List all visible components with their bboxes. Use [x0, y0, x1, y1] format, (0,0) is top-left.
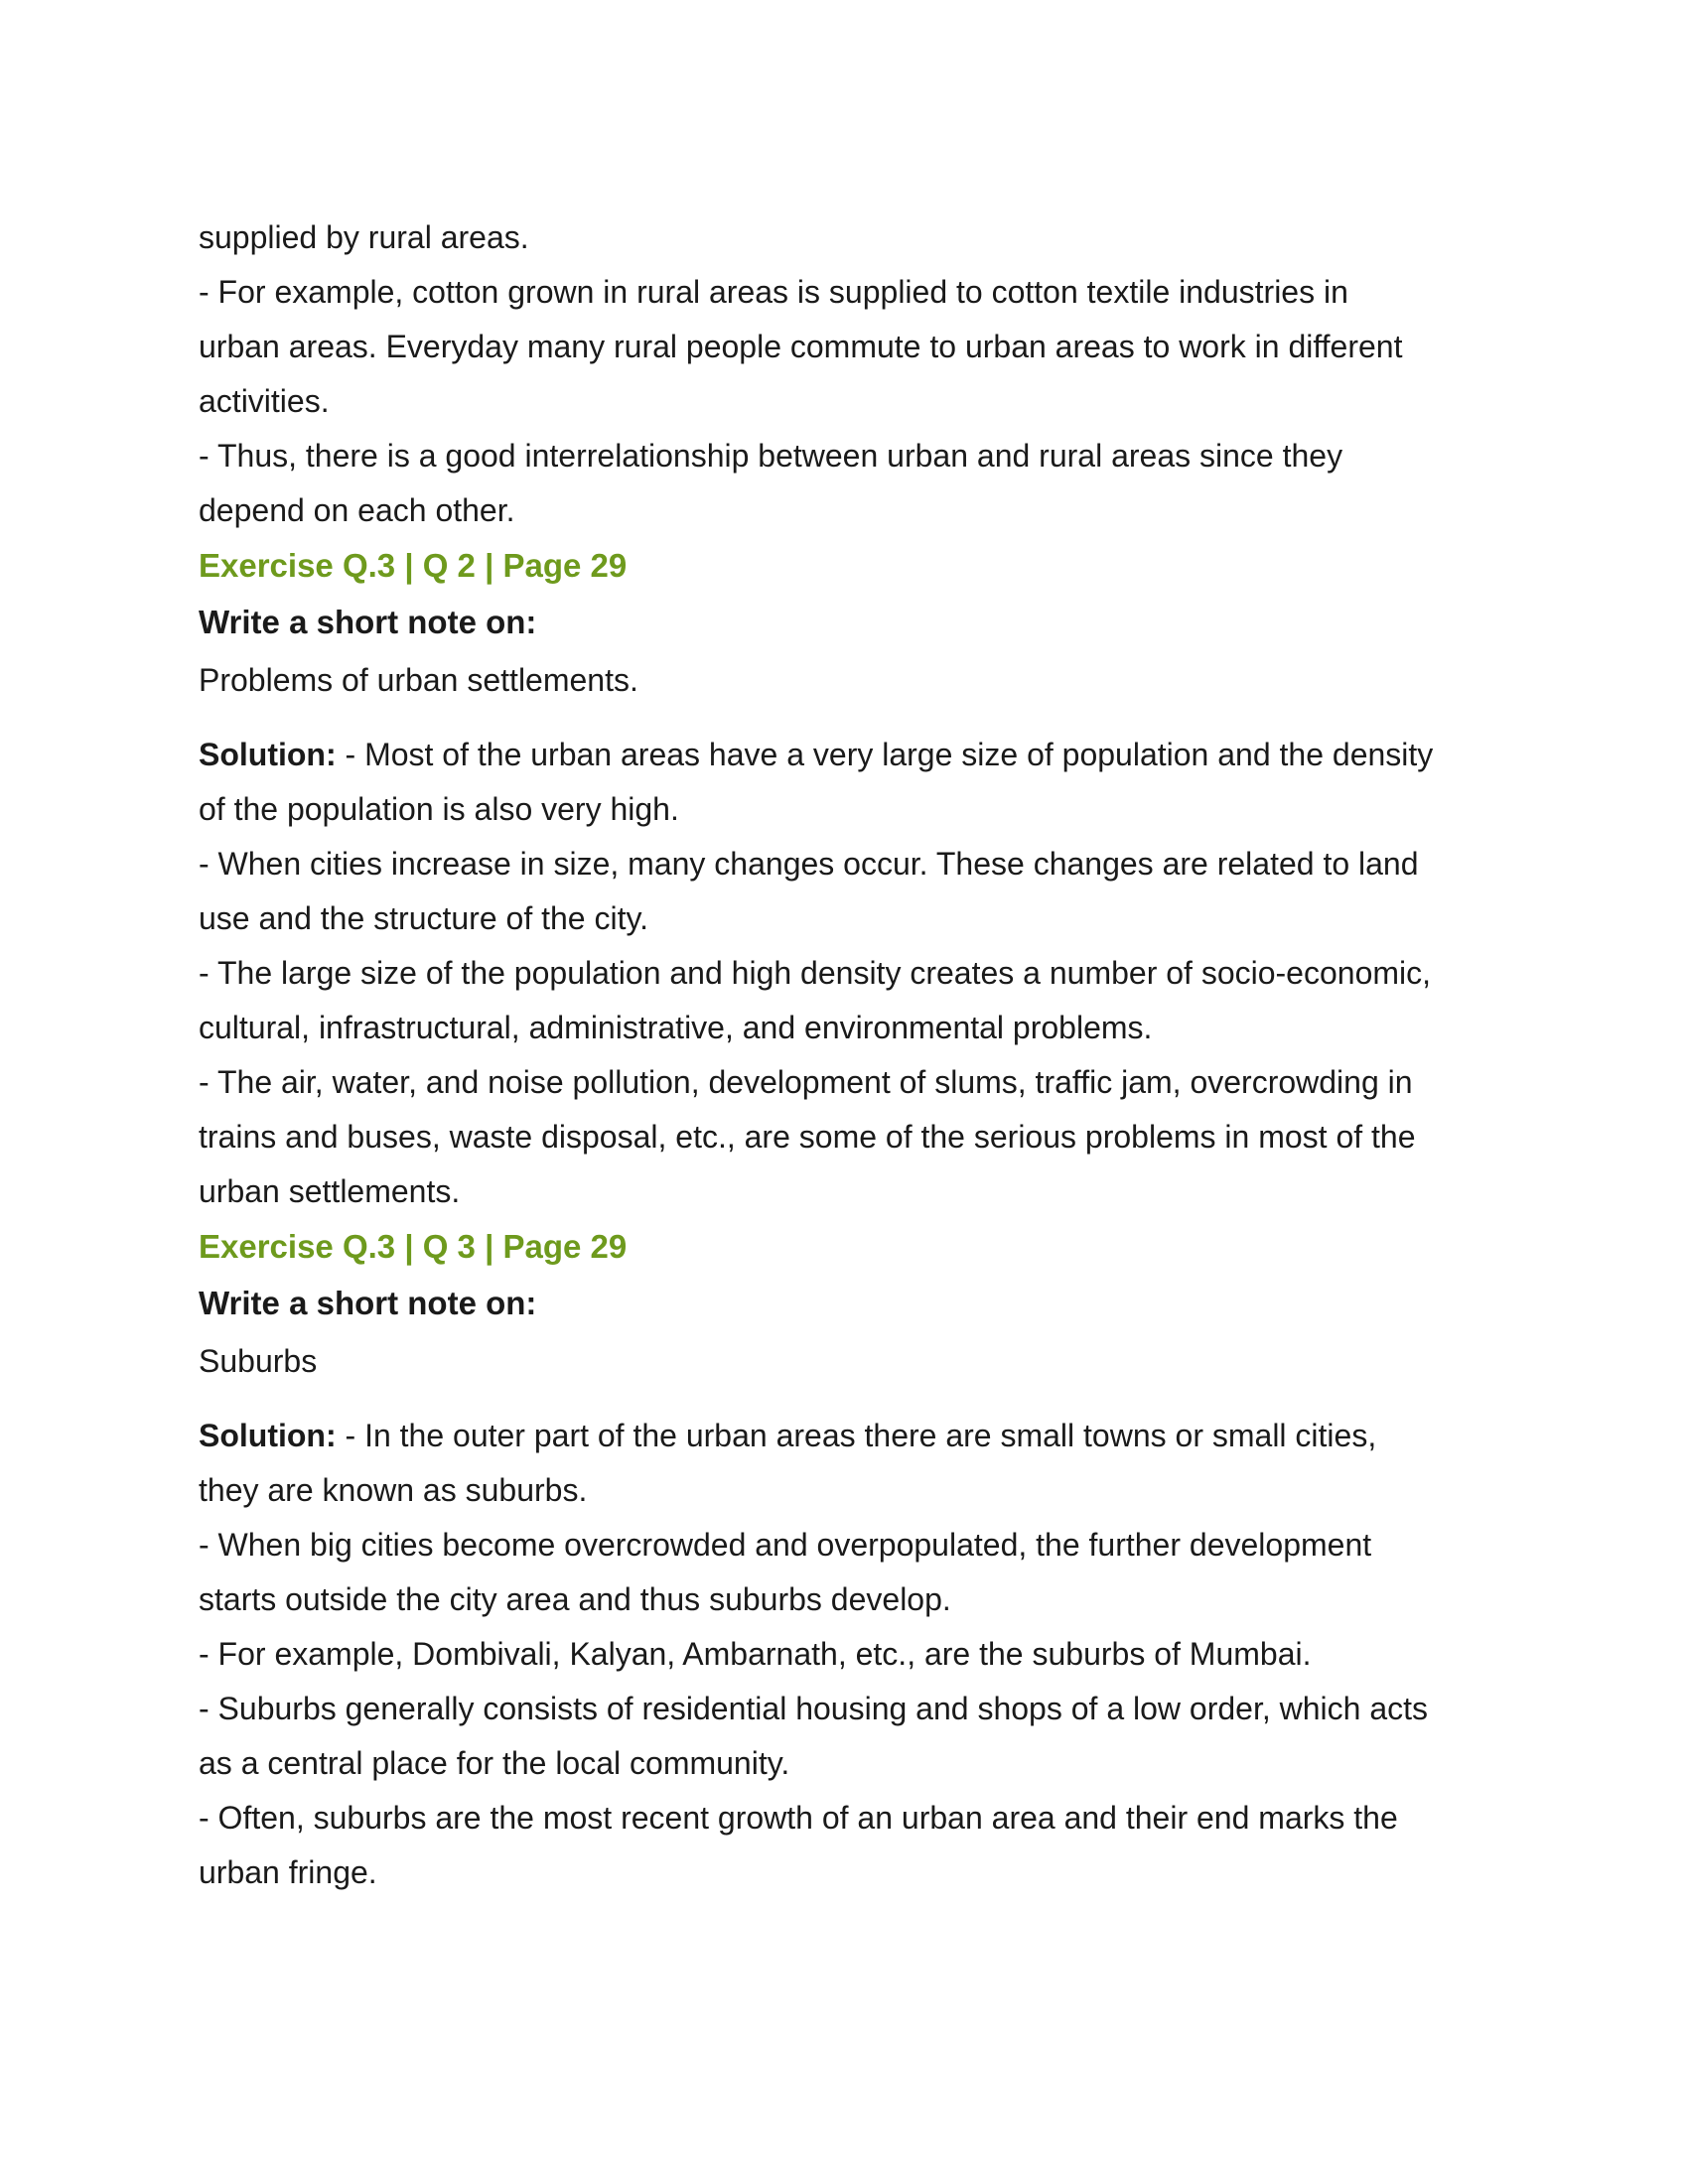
question-prompt: Write a short note on:: [199, 604, 537, 640]
solution-text: - In the outer part of the urban areas there are small towns or small cities,: [336, 1418, 1377, 1453]
text-line: - For example, cotton grown in rural areas is supplied to cotton textile industries in: [199, 274, 1348, 310]
question-prompt: Write a short note on:: [199, 1285, 537, 1321]
text-line: depend on each other.: [199, 492, 515, 528]
solution-first-line: [199, 1409, 1489, 1463]
exercise-heading: Exercise Q.3 | Q 2 | Page 29: [199, 547, 628, 584]
page-content: [199, 210, 1489, 1900]
exercise-block: [199, 1219, 1489, 1900]
text-line: - When big cities become overcrowded and overpopulated, the further development: [199, 1527, 1372, 1563]
text-line: - Often, suburbs are the most recent growth of an urban area and their end marks the: [199, 1800, 1398, 1836]
exercise-block: [199, 538, 1489, 1219]
text-line: - When cities increase in size, many changes occur. These changes are related to land: [199, 846, 1419, 882]
continuation-block: [199, 210, 1489, 538]
text-line: supplied by rural areas.: [199, 219, 529, 255]
spacer: [199, 1390, 1489, 1409]
question-text: Suburbs: [199, 1343, 318, 1379]
text-line: urban fringe.: [199, 1854, 377, 1890]
text-line: - Suburbs generally consists of residential housing and shops of a low order, which acts: [199, 1691, 1429, 1726]
solution-label: Solution:: [199, 737, 337, 772]
spacer: [199, 709, 1489, 728]
text-line: use and the structure of the city.: [199, 900, 648, 936]
question-text: Problems of urban settlements.: [199, 662, 638, 698]
exercise-heading: Exercise Q.3 | Q 3 | Page 29: [199, 1228, 628, 1265]
solution-first-line: [199, 728, 1489, 782]
text-line: of the population is also very high.: [199, 791, 679, 827]
text-line: - Thus, there is a good interrelationship between urban and rural areas since they: [199, 438, 1343, 474]
text-line: trains and buses, waste disposal, etc., are some of the serious problems in most of the: [199, 1119, 1416, 1155]
text-line: urban settlements.: [199, 1173, 461, 1209]
text-line: they are known as suburbs.: [199, 1472, 588, 1508]
text-line: cultural, infrastructural, administrative, and environmental problems.: [199, 1010, 1153, 1045]
text-line: activities.: [199, 383, 330, 419]
text-line: - For example, Dombivali, Kalyan, Ambarnath, etc., are the suburbs of Mumbai.: [199, 1636, 1312, 1672]
text-line: as a central place for the local community.: [199, 1745, 790, 1781]
text-line: urban areas. Everyday many rural people commute to urban areas to work in different: [199, 329, 1403, 364]
text-line: - The air, water, and noise pollution, development of slums, traffic jam, overcrowding in: [199, 1064, 1413, 1100]
text-line: - The large size of the population and high density creates a number of socio-economic,: [199, 955, 1432, 991]
text-line: starts outside the city area and thus suburbs develop.: [199, 1581, 951, 1617]
solution-text: - Most of the urban areas have a very large size of population and the density: [336, 737, 1434, 772]
solution-label: Solution:: [199, 1418, 337, 1453]
